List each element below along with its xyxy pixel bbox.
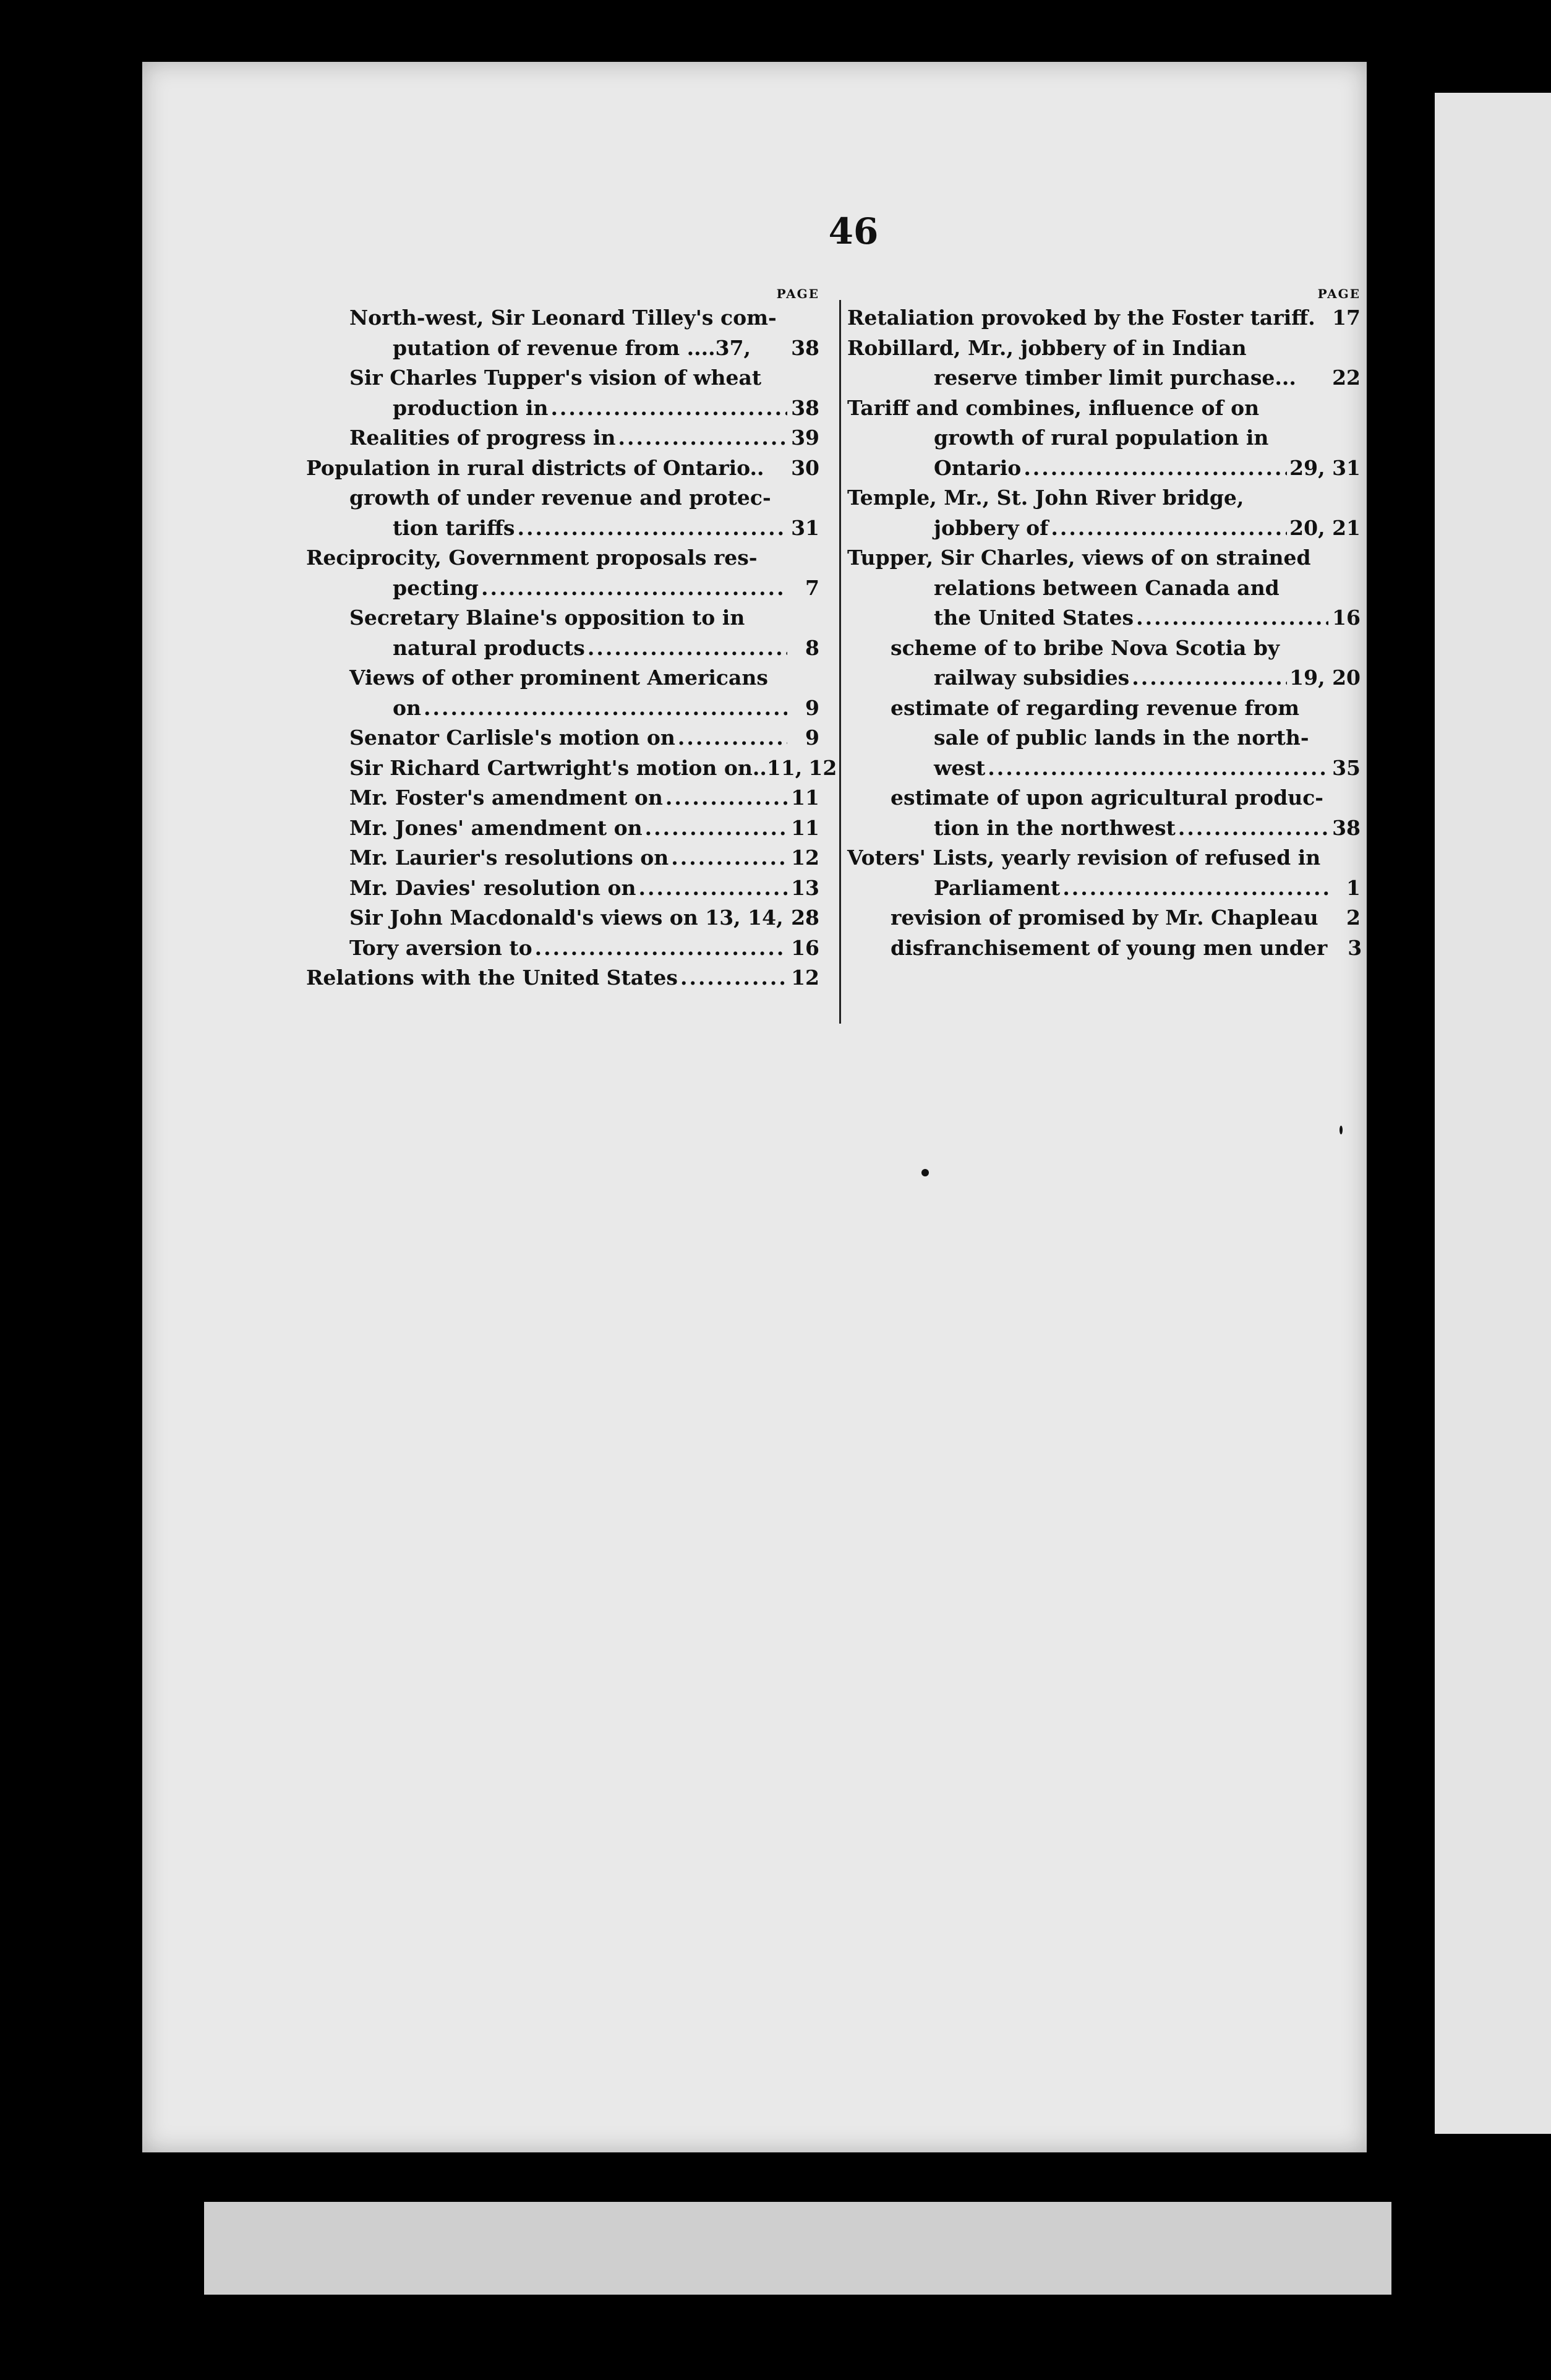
index-entry-text: Senator Carlisle's motion on xyxy=(349,726,675,750)
index-entry-text: Ontario xyxy=(934,455,1022,480)
index-column-left xyxy=(306,285,837,993)
index-entry-text: Sir Charles Tupper's vision of wheat xyxy=(349,366,762,390)
index-entry xyxy=(306,783,819,813)
dot-leader xyxy=(671,843,787,873)
index-entry-text: Tory aversion to xyxy=(349,935,532,960)
index-entry-text: Reciprocity, Government proposals res- xyxy=(306,546,758,570)
index-entry-text: Relations with the United States xyxy=(306,965,678,990)
index-entry-text: Mr. Foster's amendment on xyxy=(349,785,663,810)
index-entry-pages: 12 xyxy=(791,965,819,990)
index-entry xyxy=(306,633,819,664)
page-number: 46 xyxy=(828,210,879,252)
index-entry xyxy=(847,873,1361,904)
index-entry-pages: 38 xyxy=(1332,815,1361,840)
index-entry-text: scheme of to bribe Nova Scotia by xyxy=(891,635,1280,660)
index-entry-text: relations between Canada and xyxy=(934,575,1280,600)
dot-leader xyxy=(1051,513,1287,544)
index-entry xyxy=(306,813,819,844)
index-entry-pages: 9 xyxy=(805,726,819,750)
dot-leader xyxy=(618,423,787,453)
index-entry-text: sale of public lands in the north- xyxy=(934,726,1309,750)
index-entry-pages: 20, 21 xyxy=(1289,515,1361,540)
index-entry xyxy=(847,453,1361,484)
index-entry-pages: 7 xyxy=(805,575,819,600)
index-entry-pages: 17 xyxy=(1332,306,1361,330)
index-entry-pages: 16 xyxy=(1332,606,1361,630)
index-entry-pages: 38 xyxy=(791,395,819,420)
index-entry-text: growth of rural population in xyxy=(934,426,1269,450)
index-entry xyxy=(306,873,819,904)
index-entry xyxy=(306,963,819,993)
facing-page-edge xyxy=(1435,93,1551,2134)
index-entry-text: Robillard, Mr., jobbery of in Indian xyxy=(847,335,1247,360)
dot-leader xyxy=(1132,663,1287,693)
index-entry-text: Population in rural districts of Ontario.. xyxy=(306,455,764,480)
index-entry xyxy=(306,363,819,393)
index-entry-pages: 28 xyxy=(791,905,819,930)
index-entry-text: Temple, Mr., St. John River bridge, xyxy=(847,486,1244,510)
index-entry xyxy=(306,723,819,753)
index-entry xyxy=(847,573,1361,604)
dot-leader xyxy=(680,963,787,993)
index-entry xyxy=(306,753,837,784)
index-entry xyxy=(306,603,819,633)
index-entry xyxy=(306,393,819,424)
dot-leader xyxy=(517,513,787,544)
index-entry xyxy=(306,333,819,364)
scan-speck xyxy=(921,1169,929,1176)
index-entry-text: tion tariffs xyxy=(393,515,515,540)
dot-leader xyxy=(588,633,787,664)
index-entry-text: estimate of upon agricultural produc- xyxy=(891,785,1323,810)
index-entry-pages: 19, 20 xyxy=(1289,666,1361,690)
index-entry xyxy=(847,303,1361,333)
index-entry-pages: 12 xyxy=(808,755,837,780)
index-entry xyxy=(847,543,1361,573)
index-entry-text: reserve timber limit purchase... xyxy=(934,366,1296,390)
index-entry xyxy=(306,453,819,484)
column-divider xyxy=(839,300,841,1024)
index-entry-pages: 29, 31 xyxy=(1289,455,1361,480)
index-entry xyxy=(306,483,819,513)
index-entry xyxy=(847,693,1361,724)
index-entry-text: Retaliation provoked by the Foster tariff. xyxy=(847,306,1315,330)
index-entry-pages: 12 xyxy=(791,845,819,870)
page-column-heading: PAGE xyxy=(776,286,819,301)
dot-leader xyxy=(550,393,787,424)
index-entry-text: Mr. Laurier's resolutions on xyxy=(349,845,669,870)
index-entry-text: jobbery of xyxy=(934,515,1049,540)
index-entry xyxy=(847,663,1361,693)
index-entries-right xyxy=(847,303,1361,963)
dot-leader xyxy=(481,573,787,604)
index-entry xyxy=(847,363,1361,393)
index-entry xyxy=(847,393,1361,424)
page-bottom-fold xyxy=(204,2202,1391,2295)
index-entry-text: Mr. Davies' resolution on xyxy=(349,875,636,900)
index-entry xyxy=(847,813,1361,844)
index-entry-text: Mr. Jones' amendment on xyxy=(349,815,643,840)
index-entry-text: tion in the northwest xyxy=(934,815,1176,840)
index-entry xyxy=(306,693,819,724)
dot-leader xyxy=(535,933,787,964)
index-entry xyxy=(847,753,1361,784)
index-entry xyxy=(847,723,1361,753)
index-entry-text: on xyxy=(393,695,422,720)
index-entry-text: North-west, Sir Leonard Tilley's com- xyxy=(349,306,777,330)
index-entry-pages: 22 xyxy=(1332,366,1361,390)
index-entry-pages: 13 xyxy=(791,875,819,900)
index-entry-pages: 30 xyxy=(791,455,819,480)
dot-leader xyxy=(645,813,787,844)
index-entry xyxy=(847,903,1361,933)
index-entry-text: putation of revenue from ....37, xyxy=(393,335,751,360)
index-entry-text: natural products xyxy=(393,635,585,660)
dot-leader xyxy=(1023,453,1287,484)
index-entry-text: Sir John Macdonald's views on 13, 14, xyxy=(349,905,784,930)
index-entry xyxy=(847,483,1361,513)
index-entry xyxy=(847,513,1361,544)
index-entry-pages: 3 xyxy=(1348,935,1362,960)
index-entry xyxy=(306,543,819,573)
dot-leader xyxy=(1062,873,1328,904)
index-entry-text: production in xyxy=(393,395,549,420)
dot-leader xyxy=(424,693,787,724)
index-entry-pages: 11 xyxy=(791,785,819,810)
index-entry xyxy=(847,423,1361,453)
index-entry xyxy=(306,513,819,544)
index-entry-pages: 1 xyxy=(1346,875,1361,900)
index-entry-text: the United States xyxy=(934,606,1134,630)
index-entry-text: Voters' Lists, yearly revision of refused in xyxy=(847,845,1321,870)
index-entry-text: Tupper, Sir Charles, views of on strained xyxy=(847,546,1311,570)
index-entry xyxy=(306,903,819,933)
index-entry-text: west xyxy=(934,755,986,780)
index-entries-left xyxy=(306,303,837,993)
index-entry-pages: 31 xyxy=(791,515,819,540)
index-entry-pages: 35 xyxy=(1332,755,1361,780)
dot-leader xyxy=(988,753,1328,784)
index-entry xyxy=(306,843,819,873)
dot-leader xyxy=(1178,813,1328,844)
index-entry xyxy=(306,303,819,333)
index-entry xyxy=(847,783,1361,813)
index-entry xyxy=(847,633,1361,664)
index-entry-pages: 9 xyxy=(805,695,819,720)
index-entry-text: Tariff and combines, influence of on xyxy=(847,395,1260,420)
index-entry-text: Realities of progress in xyxy=(349,426,616,450)
index-entry-pages: 39 xyxy=(791,426,819,450)
index-entry-text: Secretary Blaine's opposition to in xyxy=(349,606,745,630)
index-entry-text: railway subsidies xyxy=(934,666,1130,690)
index-entry-text: estimate of regarding revenue from xyxy=(891,695,1299,720)
index-entry-text: growth of under revenue and protec- xyxy=(349,486,771,510)
index-entry xyxy=(847,843,1361,873)
index-entry xyxy=(847,333,1361,364)
index-column-right xyxy=(847,285,1361,963)
index-entry-text: Sir Richard Cartwright's motion on..11, xyxy=(349,755,803,780)
dot-leader xyxy=(678,723,787,753)
index-entry-text: pecting xyxy=(393,575,479,600)
index-entry-pages: 8 xyxy=(805,635,819,660)
index-entry xyxy=(306,573,819,604)
index-entry xyxy=(306,663,819,693)
index-entry-text: revision of promised by Mr. Chapleau xyxy=(891,905,1318,930)
index-entry-text: disfranchisement of young men under xyxy=(891,935,1328,960)
page-column-heading: PAGE xyxy=(1317,286,1361,301)
index-entry xyxy=(306,423,819,453)
dot-leader xyxy=(1136,603,1328,633)
dot-leader xyxy=(639,873,787,904)
index-entry-text: Parliament xyxy=(934,875,1061,900)
index-entry xyxy=(847,603,1361,633)
scan-speck xyxy=(1340,1126,1343,1134)
index-entry-pages: 38 xyxy=(791,335,819,360)
dot-leader xyxy=(665,783,787,813)
index-entry xyxy=(306,933,819,964)
index-entry-text: Views of other prominent Americans xyxy=(349,666,768,690)
index-entry-pages: 2 xyxy=(1346,905,1361,930)
index-entry-pages: 11 xyxy=(791,815,819,840)
index-entry-pages: 16 xyxy=(791,935,819,960)
index-entry xyxy=(847,933,1361,964)
